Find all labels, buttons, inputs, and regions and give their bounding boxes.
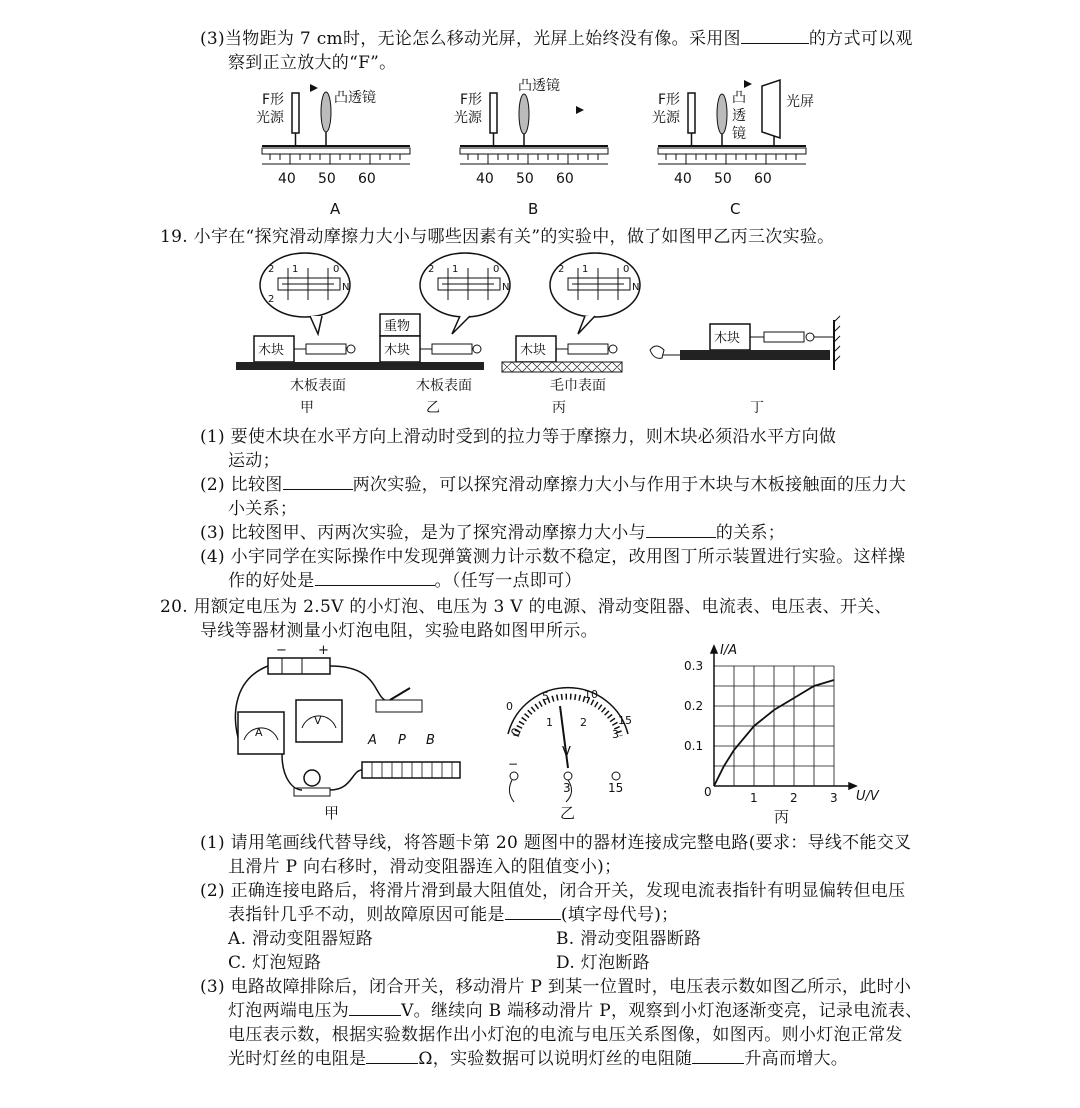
terminal-label-minus: − [508, 757, 519, 771]
answer-blank[interactable] [349, 1000, 401, 1016]
svg-text:0: 0 [623, 264, 630, 275]
tick-60: 60 [358, 171, 376, 187]
q20-sub3-text-d: Ω，实验数据可以说明灯丝的电阻随 [418, 1049, 693, 1069]
convex-lens [519, 94, 529, 134]
source-label-2: 光源 [454, 110, 482, 126]
q20-sub3-line3: 电压表示数，根据实验数据作出小灯泡的电流与电压关系图像，如图丙。则小灯泡正常发 [228, 1025, 903, 1045]
board [680, 350, 830, 360]
q20-sub2-line1: (2) 正确连接电路后，将滑片滑到最大阻值处，闭合开关，发现电流表指针有明显偏转但电压 [200, 881, 906, 901]
block-label: 木块 [258, 343, 285, 358]
q19-stem: 19. 小宇在“探究滑动摩擦力大小与哪些因素有关”的实验中，做了如图甲乙丙三次实验。 [160, 227, 835, 247]
lens-figure-a [250, 78, 420, 218]
svg-text:N: N [632, 282, 640, 293]
surface-label-jia: 木板表面 [290, 378, 346, 394]
y-tick-label: 0.1 [684, 739, 704, 753]
weight-label: 重物 [384, 319, 411, 334]
eye-icon [744, 80, 752, 88]
lens-figure-c [646, 78, 826, 218]
figure-caption-a: A [330, 200, 341, 218]
answer-blank[interactable] [366, 1048, 418, 1064]
dial-unit: V [562, 745, 571, 760]
tick-60: 60 [754, 171, 772, 187]
source-label-1: F形 [658, 92, 681, 108]
caption-bing: 丙 [774, 808, 790, 826]
svg-text:V: V [314, 714, 322, 727]
x-tick-label: 2 [790, 791, 798, 805]
terminal-3 [564, 772, 572, 780]
ruler-ticks [666, 154, 796, 164]
q20-sub3-text-e: 升高而增大。 [744, 1049, 849, 1069]
q19-sub2-text-b: 两次实验，可以探究滑动摩擦力大小与作用于木块与木板接触面的压力大 [352, 475, 907, 495]
q19-sub4-text-a: 作的好处是 [228, 571, 315, 591]
source-label-1: F形 [460, 92, 483, 108]
friction-figures [230, 250, 860, 420]
caption-jia: 甲 [324, 804, 340, 822]
q19-sub4-line2 [228, 570, 582, 592]
answer-blank[interactable] [315, 570, 435, 586]
x-tick-label: 1 [750, 791, 758, 805]
q20-stem-line2: 导线等器材测量小灯泡电阻，实验电路如图甲所示。 [200, 621, 598, 641]
spring-scale [306, 344, 346, 354]
q19-sub2-line2: 小关系； [228, 499, 298, 519]
origin-label: 0 [704, 785, 712, 799]
gauge-bubble-bing [550, 253, 640, 334]
terminal-label-3: 3 [563, 781, 571, 795]
q19-sub2-line1 [200, 474, 906, 496]
dial-top-15: 15 [618, 714, 632, 727]
dial-top-0: 0 [506, 700, 513, 713]
gauge-bubble-jia [260, 253, 350, 334]
q19-sub2-text-a: (2) 比较图 [200, 475, 283, 495]
terminal-15 [612, 772, 620, 780]
ruler-ticks [270, 154, 400, 164]
option-b[interactable]: B. 滑动变阻器断路 [556, 929, 702, 949]
lens-label-3: 镜 [732, 126, 746, 142]
x-tick-label: 3 [830, 791, 838, 805]
figure-caption-c: C [730, 200, 741, 218]
block-label: 木块 [384, 343, 411, 358]
block-label: 木块 [520, 343, 547, 358]
q18-3-text-a: (3)当物距为 7 cm时，无论怎么移动光屏，光屏上始终没有像。采用图 [200, 29, 741, 49]
convex-lens [717, 94, 727, 134]
surface-label-bing: 毛巾表面 [550, 378, 606, 394]
tick-40: 40 [278, 171, 296, 187]
circuit-figure-jia [222, 640, 472, 830]
q20-sub3-line4 [228, 1048, 848, 1070]
hand-icon [650, 346, 664, 358]
eye-icon [310, 84, 318, 92]
figure-caption-b: B [528, 200, 539, 218]
spring-scale [568, 344, 608, 354]
option-a[interactable]: A. 滑动变阻器短路 [228, 929, 374, 949]
source-label-2: 光源 [256, 110, 284, 126]
q20-sub3-text-a: 灯泡两端电压为 [228, 1001, 350, 1021]
rheostat [362, 762, 460, 778]
q20-sub3-text-c: 光时灯丝的电阻是 [228, 1049, 367, 1069]
battery [268, 658, 330, 674]
q18-3-line1 [200, 28, 913, 50]
battery-minus: − [276, 643, 287, 658]
screen-label: 光屏 [786, 94, 814, 110]
wood-board [366, 362, 484, 370]
option-c[interactable]: C. 灯泡短路 [228, 953, 322, 973]
svg-text:A: A [255, 726, 263, 739]
f-light-source [490, 93, 497, 133]
x-axis-label: U/V [856, 789, 879, 804]
f-light-source [688, 93, 695, 133]
switch [376, 700, 422, 712]
terminal-b: B [426, 733, 435, 748]
q19-sub3 [200, 522, 785, 544]
tick-60: 60 [556, 171, 574, 187]
dial-bottom-0: 0 [507, 725, 524, 739]
dial-bottom-3: 3 [612, 728, 619, 741]
terminal-a: A [368, 733, 377, 748]
q20-sub1-line1: (1) 请用笔画线代替导线，将答题卡第 20 题图中的器材连接成完整电路(要求：导线不能交叉 [200, 833, 912, 853]
dial-top-10: 10 [584, 688, 598, 701]
answer-blank[interactable] [505, 904, 561, 920]
wood-board [236, 362, 366, 370]
dial-bottom-2: 2 [580, 716, 587, 729]
y-axis-label: I/A [720, 643, 738, 658]
surface-label-yi: 木板表面 [416, 378, 472, 394]
caption-jia: 甲 [300, 400, 314, 416]
dial-bottom-1: 1 [546, 716, 553, 729]
svg-text:2: 2 [268, 264, 275, 275]
source-label-1: F形 [262, 92, 285, 108]
y-tick-label: 0.2 [684, 699, 704, 713]
terminal-p: P [398, 733, 406, 748]
svg-text:N: N [502, 282, 510, 293]
tick-50: 50 [516, 171, 534, 187]
ruler-ticks [468, 154, 598, 164]
q19-sub4-line1: (4) 小宇同学在实际操作中发现弹簧测力计示数不稳定，改用图丁所示装置进行实验。这样操 [200, 547, 906, 567]
caption-ding: 丁 [750, 400, 764, 416]
svg-text:2: 2 [268, 294, 275, 305]
bulb [304, 770, 320, 786]
spring-scale [432, 344, 472, 354]
q18-3-text-b: 的方式可以观 [808, 29, 913, 49]
svg-text:1: 1 [452, 264, 459, 275]
f-light-source [292, 93, 299, 133]
lens-label: 凸透镜 [334, 90, 376, 106]
q19-sub1-line1: (1) 要使木块在水平方向上滑动时受到的拉力等于摩擦力，则木块必须沿水平方向做 [200, 427, 837, 447]
voltmeter-dial-yi [488, 672, 648, 822]
svg-text:2: 2 [558, 264, 565, 275]
terminal-label-15: 15 [608, 781, 624, 795]
dial-top-5: 5 [542, 690, 549, 703]
svg-text:1: 1 [292, 264, 299, 275]
q19-sub3-text-a: (3) 比较图甲、丙两次实验，是为了探究滑动摩擦力大小与 [200, 523, 646, 543]
y-tick-label: 0.3 [684, 659, 704, 673]
caption-bing: 丙 [552, 400, 566, 416]
q18-3-line2: 察到正立放大的“F”。 [228, 53, 397, 73]
tick-40: 40 [476, 171, 494, 187]
block-label: 木块 [714, 331, 741, 346]
tick-40: 40 [674, 171, 692, 187]
iu-chart-bing [670, 640, 890, 826]
svg-text:N: N [342, 282, 350, 293]
svg-text:0: 0 [333, 264, 340, 275]
q20-sub2-text-a: 表指针几乎不动，则故障原因可能是 [228, 905, 505, 925]
caption-yi: 乙 [560, 804, 576, 822]
option-d[interactable]: D. 灯泡断路 [556, 953, 650, 973]
lens-figure-b [448, 78, 618, 218]
eye-icon [576, 106, 584, 114]
q20-sub2-line2 [228, 904, 678, 926]
convex-lens [321, 92, 331, 132]
chart-grid [714, 666, 834, 786]
towel [502, 362, 622, 372]
source-label-2: 光源 [652, 110, 680, 126]
q20-sub3-text-b: V。继续向 B 端移动滑片 P，观察到小灯泡逐渐变亮，记录电流表、 [401, 1001, 923, 1021]
q19-sub1-line2: 运动； [228, 451, 280, 471]
gauge-bubble-yi [420, 253, 510, 334]
answer-blank[interactable] [741, 28, 809, 44]
spring-scale [764, 332, 804, 342]
q20-stem-line1: 20. 用额定电压为 2.5V 的小灯泡、电压为 3 V 的电源、滑动变阻器、电流表、电压表、开关、 [160, 597, 892, 617]
battery-plus: + [318, 643, 329, 658]
lens-label-1: 凸 [732, 90, 746, 106]
answer-blank[interactable] [692, 1048, 744, 1064]
terminal-minus [510, 772, 518, 780]
q20-sub1-line2: 且滑片 P 向右移时，滑动变阻器连入的阻值变小)； [228, 857, 622, 877]
lens-label-2: 透 [732, 108, 746, 124]
tick-50: 50 [714, 171, 732, 187]
q20-sub2-text-b: (填字母代号)； [560, 905, 679, 925]
q20-sub3-line2 [228, 1000, 922, 1022]
answer-blank[interactable] [646, 522, 716, 538]
q20-sub3-line1: (3) 电路故障排除后，闭合开关，移动滑片 P 到某一位置时，电压表示数如图乙所示，此时小 [200, 977, 912, 997]
tick-50: 50 [318, 171, 336, 187]
q19-sub4-text-b: 。（任写一点即可） [434, 571, 582, 591]
svg-text:1: 1 [582, 264, 589, 275]
q19-sub3-text-b: 的关系； [715, 523, 786, 543]
caption-yi: 乙 [426, 400, 440, 416]
light-screen [762, 80, 780, 138]
svg-text:2: 2 [428, 264, 435, 275]
answer-blank[interactable] [283, 474, 353, 490]
lens-label: 凸透镜 [518, 78, 560, 94]
svg-text:0: 0 [493, 264, 500, 275]
